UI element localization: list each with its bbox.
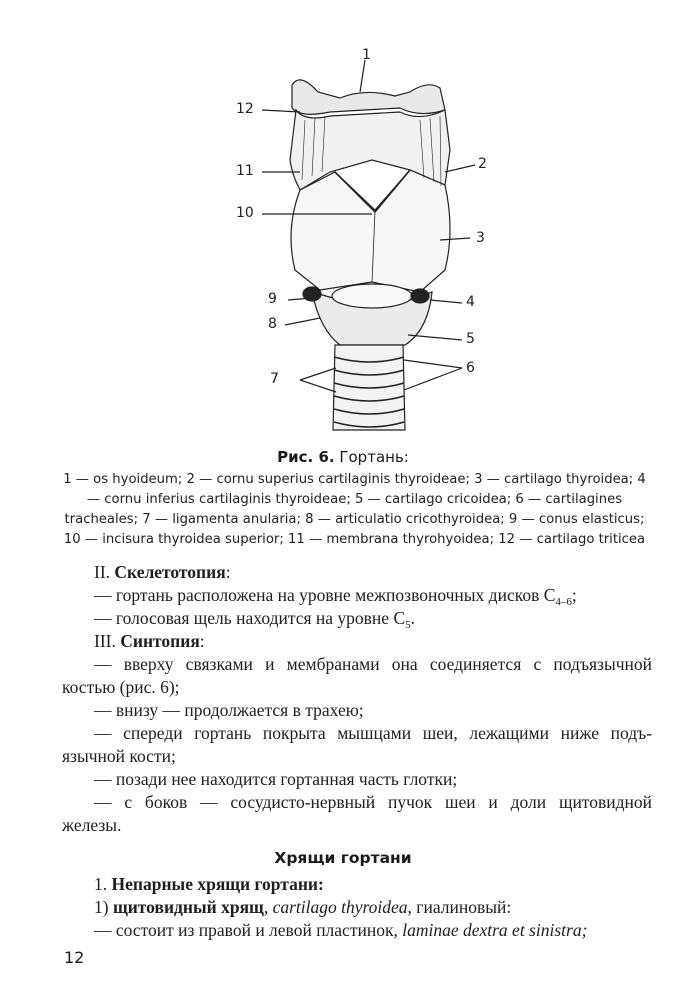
colon: : (225, 562, 231, 582)
vertebra-subscript: 4–6 (555, 596, 572, 608)
label-1: 1 (362, 47, 371, 63)
label-5: 5 (466, 331, 475, 347)
item-text: — голосовая щель находится на уровне С (94, 608, 406, 628)
syntopy-item-1-line-2: костью (рис. 6); (62, 677, 180, 697)
term-rest: , гиалиновый: (407, 897, 512, 917)
syntopy-item-2: — внизу — продолжается в трахею; (94, 700, 364, 720)
figure-caption-legend: 1 — os hyoideum; 2 — cornu superius cartilaginis thyroideae; 3 — cartilago thyroidea; 4 — cornu inferius cartilaginis thyroideae; 5 — cartilago cricoidea; 6 — cartilagines tracheales; 7 — ligamenta anularia; 8 — articulatio cricothyroidea; 9 — conus elasticus; 10 — incisura thyroidea superior; 11 — membrana thyrohyoidea; 12 — cartilago triticea (63, 472, 646, 547)
syntopy-item-3-line-2: язычной кости; (62, 746, 176, 766)
section-skeletotopy-heading (94, 561, 652, 583)
list-number: 1. (94, 874, 112, 894)
term-bold: щитовидный хрящ (112, 897, 264, 917)
section-heading-cartilages: Хрящи гортани (274, 849, 412, 867)
syntopy-item-3-line-1: — спереди гортань покрыта мышцами шеи, лежащими ниже подъ- (94, 723, 652, 743)
section-syntopy-heading (94, 630, 652, 652)
list-title: Непарные хрящи гортани: (111, 874, 324, 894)
label-2: 2 (478, 156, 487, 172)
label-10: 10 (236, 205, 254, 221)
thyroid-cartilage (291, 170, 450, 292)
caption-figure-number: Рис. 6. (277, 448, 335, 466)
detail-text: — состоит из правой и левой пластинок, (94, 920, 403, 940)
list-number: 1) (94, 897, 113, 917)
section-title: Синтопия (120, 631, 200, 651)
larynx-illustration (0, 0, 686, 445)
item-text: — гортань расположена на уровне межпозвоночных дисков С (94, 585, 556, 605)
label-8: 8 (268, 316, 277, 332)
label-12: 12 (236, 101, 254, 117)
label-7: 7 (270, 371, 279, 387)
vertebra-subscript: 5 (405, 619, 411, 631)
label-4: 4 (466, 294, 475, 310)
syntopy-item-5-line-2: железы. (62, 815, 122, 835)
syntopy-item-1-line-1: — вверху связками и мембранами она соединяется с подъязычной (94, 654, 652, 674)
detail-latin: laminae dextra et sinistra; (402, 920, 588, 940)
section-title: Скелетотопия (114, 562, 226, 582)
section-number: III. (94, 631, 121, 651)
label-3: 3 (476, 230, 485, 246)
thyroid-cartilage-detail (94, 919, 652, 941)
caption-title-text: Гортань: (334, 448, 409, 466)
figure-caption-title (0, 448, 686, 466)
unpaired-cartilages-heading (94, 873, 652, 895)
term-latin: cartilago thyroidea (272, 897, 408, 917)
hyoid-bone (292, 80, 445, 114)
label-11: 11 (236, 163, 254, 179)
syntopy-item-5-line-1: — с боков — сосудисто-нервный пучок шеи и доли щитовидной (94, 792, 652, 812)
syntopy-item-4: — позади нее находится гортанная часть глотки; (94, 769, 458, 789)
page-number: 12 (64, 948, 85, 967)
item-punct: . (410, 608, 415, 628)
comma: , (263, 897, 273, 917)
conus-elasticus (332, 284, 412, 308)
label-9: 9 (268, 291, 277, 307)
colon: : (199, 631, 205, 651)
item-punct: ; (571, 585, 577, 605)
thyroid-cartilage-item (94, 896, 652, 918)
section-number: II. (94, 562, 115, 582)
label-6: 6 (466, 360, 475, 376)
